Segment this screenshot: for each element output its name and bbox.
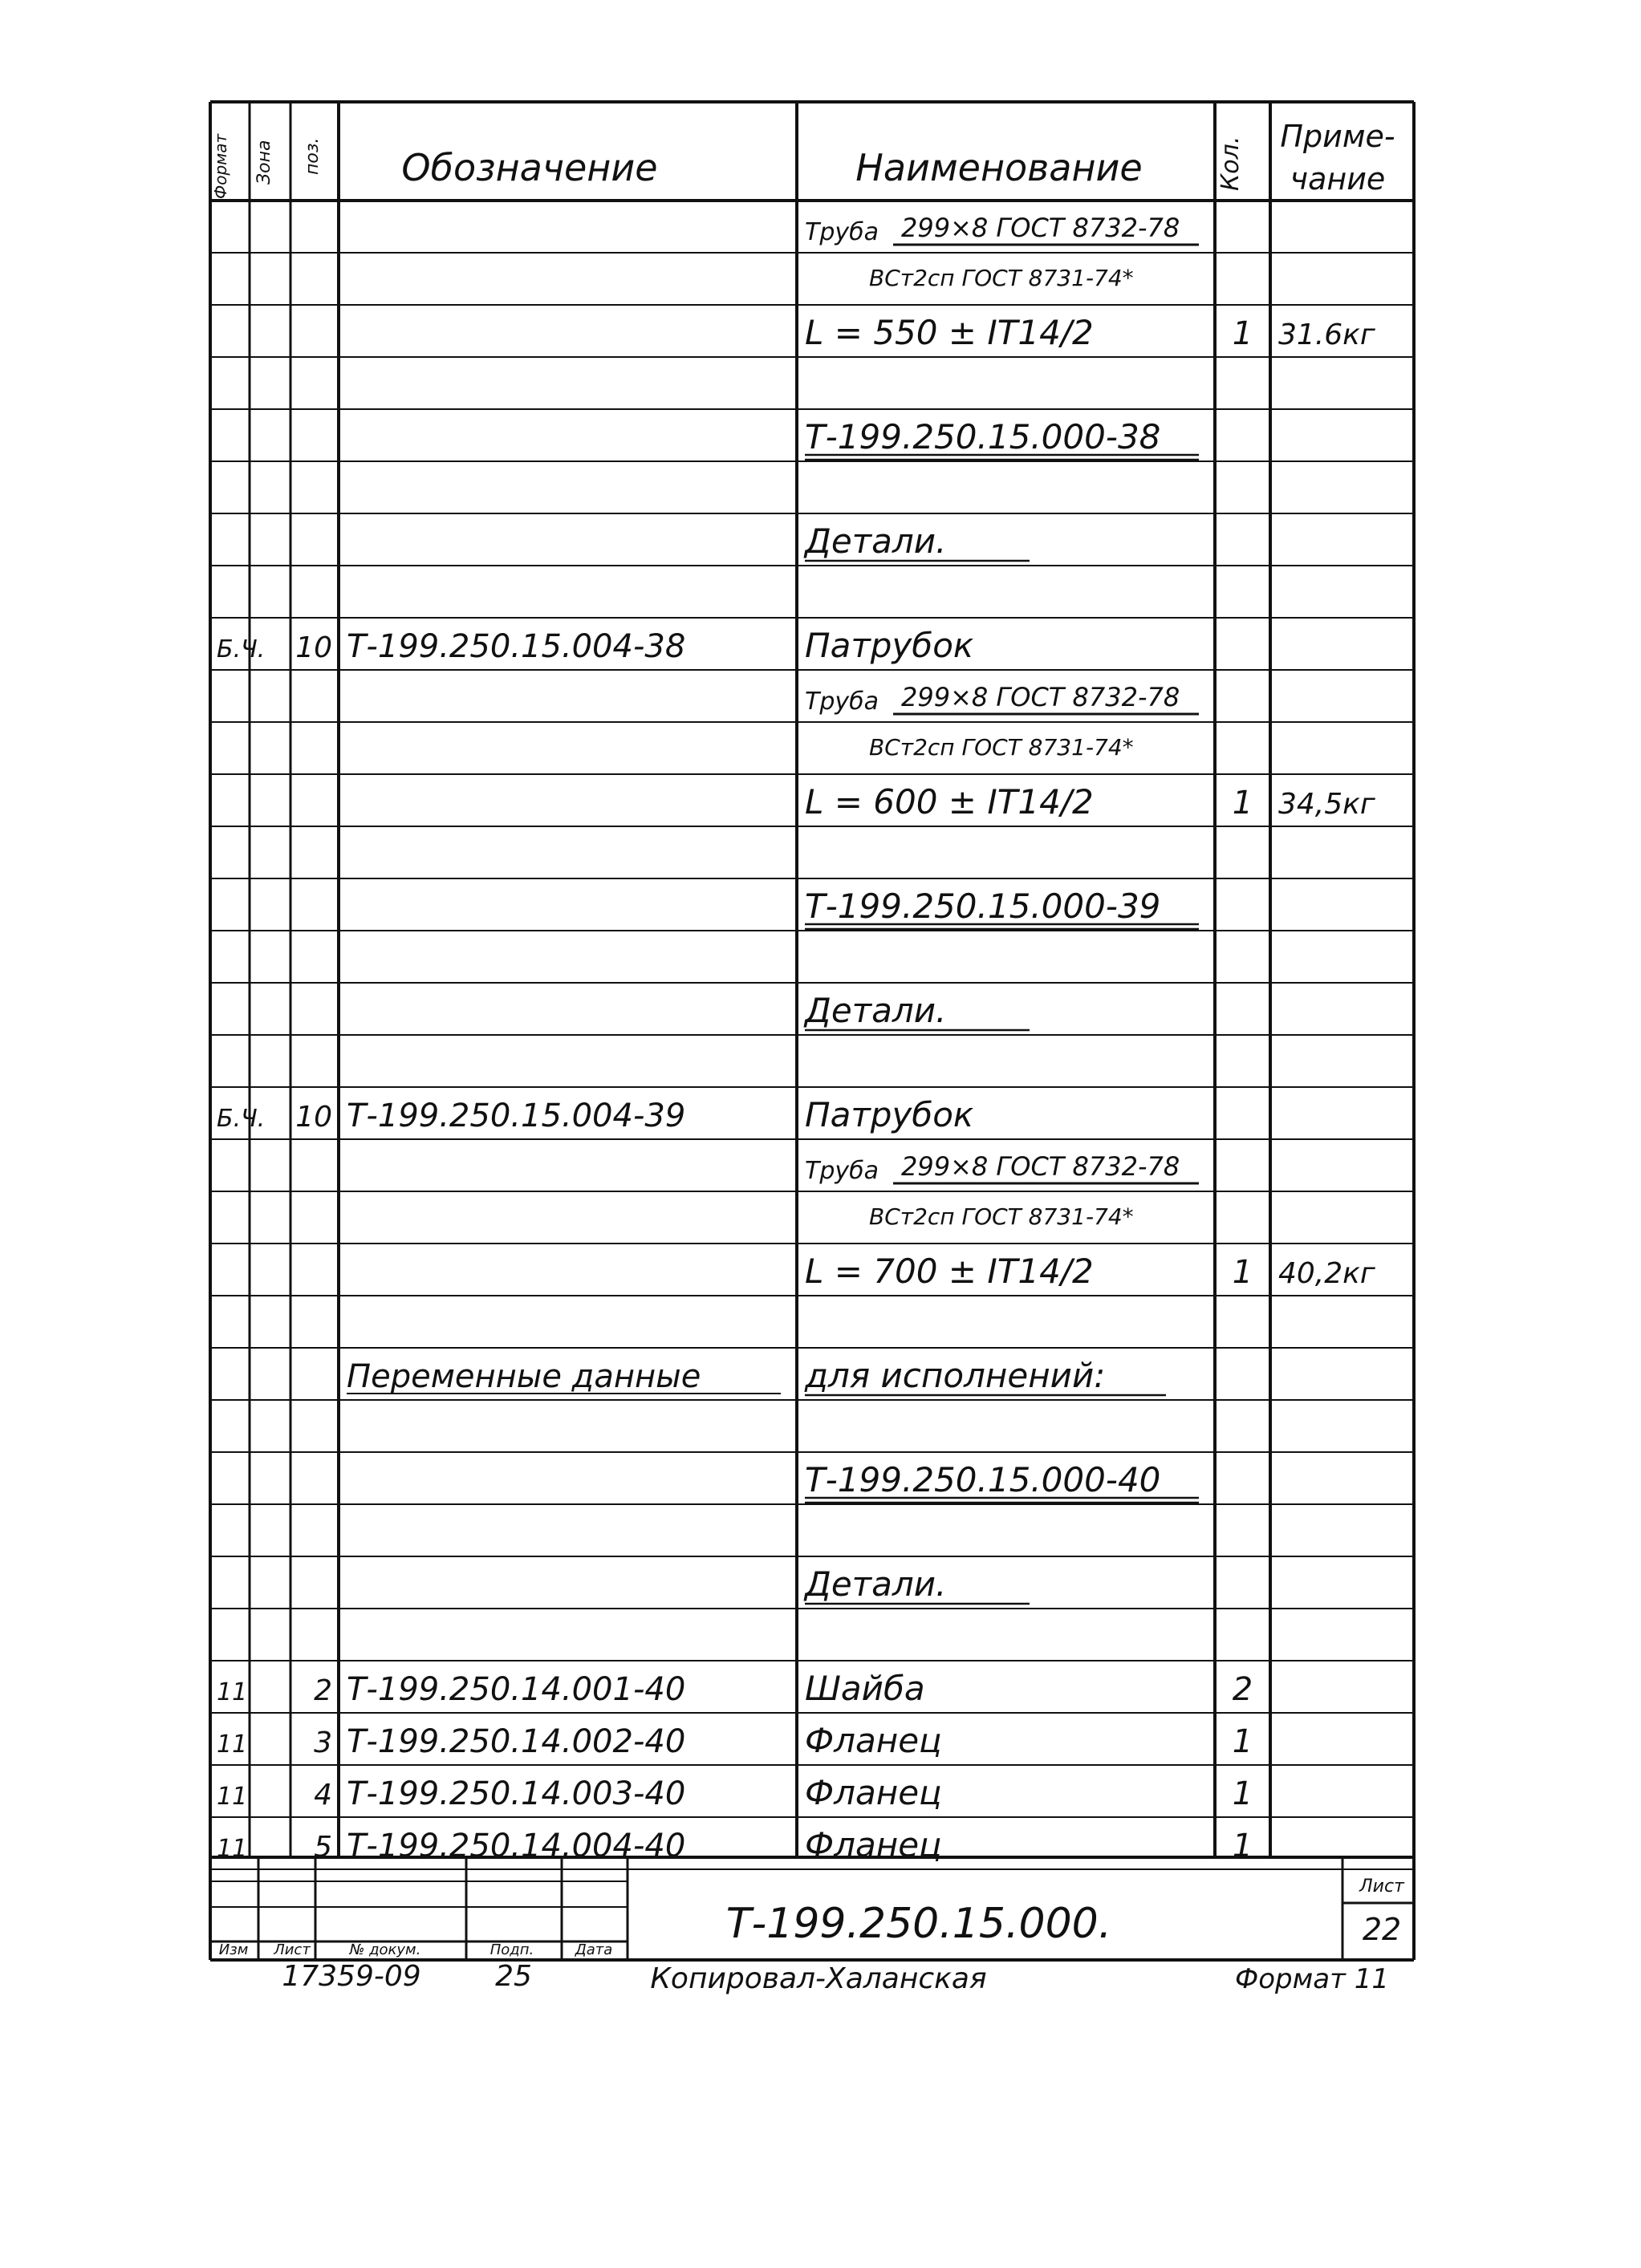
row-designation: Т-199.250.14.001-40 [347, 1671, 686, 1708]
row-name: Патрубок [805, 1095, 974, 1134]
inv-number: 17359-09 [282, 1960, 421, 1993]
header-format: Формат [211, 133, 230, 199]
row-qty: 1 [1232, 1723, 1253, 1760]
row-name: для исполнений: [805, 1356, 1106, 1395]
row-designation: Т-199.250.14.003-40 [347, 1775, 686, 1812]
row-designation: Т-199.250.14.002-40 [347, 1723, 686, 1760]
pipe-spec-top: 299×8 ГОСТ 8732-78 [901, 213, 1180, 243]
row-name: Фланец [805, 1773, 942, 1812]
row-designation: Т-199.250.15.004-38 [347, 628, 686, 665]
row-name: Т-199.250.15.000-39 [805, 887, 1161, 926]
header-designation: Обозначение [401, 146, 658, 189]
row-qty: 1 [1232, 1254, 1253, 1291]
header-note-line1: Приме- [1280, 119, 1395, 154]
pipe-spec-bottom: ВСт2сп ГОСТ 8731-74* [869, 265, 1134, 291]
row-designation: Переменные данные [347, 1358, 701, 1395]
header-zone: Зона [254, 140, 274, 185]
row-format: 11 [217, 1678, 248, 1706]
row-name: Т-199.250.15.000-40 [805, 1460, 1161, 1499]
row-designation: Т-199.250.14.004-40 [347, 1828, 686, 1864]
row-pos: 10 [295, 631, 332, 664]
pipe-spec-top: 299×8 ГОСТ 8732-78 [901, 1151, 1180, 1182]
header-note-line2: чание [1290, 161, 1386, 197]
row-qty: 1 [1232, 785, 1253, 822]
row-pos: 2 [314, 1674, 332, 1707]
sheet-number: 22 [1362, 1912, 1402, 1947]
row-note: 40,2кг [1278, 1257, 1375, 1290]
row-qty: 1 [1232, 1828, 1253, 1864]
header-pos: поз. [303, 137, 323, 175]
row-name: Детали. [805, 991, 947, 1030]
pipe-spec-bottom: ВСт2сп ГОСТ 8731-74* [869, 1203, 1134, 1230]
row-format: 11 [217, 1783, 248, 1811]
row-format: 11 [217, 1835, 248, 1863]
row-pos: 4 [314, 1779, 332, 1812]
table-header [211, 119, 1395, 199]
row-name: Патрубок [805, 626, 974, 665]
row-qty: 1 [1232, 315, 1253, 352]
row-note: 31.6кг [1278, 318, 1375, 351]
copied-by: Копировал-Халанская [650, 1962, 987, 1995]
row-qty: 1 [1232, 1775, 1253, 1812]
pipe-spec-bottom: ВСт2сп ГОСТ 8731-74* [869, 734, 1134, 761]
row-name: Труба [805, 1157, 879, 1185]
sheet-count: 25 [495, 1960, 532, 1993]
col-list: Лист [274, 1941, 311, 1958]
format-label: Формат 11 [1234, 1963, 1390, 1995]
row-name: L = 700 ± IT14/2 [805, 1252, 1094, 1291]
row-pos: 10 [295, 1101, 332, 1134]
col-doc: № докум. [349, 1941, 421, 1958]
row-format: Б.Ч. [217, 635, 266, 663]
row-format: 11 [217, 1730, 248, 1759]
pipe-spec-top: 299×8 ГОСТ 8732-78 [901, 682, 1180, 712]
col-date: Дата [575, 1941, 613, 1958]
col-izm: Изм [218, 1941, 249, 1958]
row-name: Труба [805, 688, 879, 716]
row-name: Т-199.250.15.000-38 [805, 417, 1161, 456]
row-name: L = 600 ± IT14/2 [805, 782, 1094, 822]
row-name: L = 550 ± IT14/2 [805, 313, 1094, 352]
row-name: Фланец [805, 1825, 942, 1864]
row-name: Шайба [805, 1669, 925, 1708]
title-block [219, 1876, 1405, 1958]
row-name: Труба [805, 218, 879, 246]
row-name: Детали. [805, 1564, 947, 1604]
row-name: Детали. [805, 521, 947, 561]
sheet-label: Лист [1359, 1876, 1404, 1897]
row-qty: 2 [1232, 1671, 1253, 1708]
row-pos: 3 [314, 1726, 332, 1759]
header-name: Наименование [855, 146, 1143, 189]
row-designation: Т-199.250.15.004-39 [347, 1097, 686, 1134]
row-note: 34,5кг [1278, 788, 1375, 821]
row-name: Фланец [805, 1721, 942, 1760]
doc-number: Т-199.250.15.000. [725, 1900, 1112, 1948]
row-format: Б.Ч. [217, 1105, 266, 1133]
header-qty: Кол. [1217, 136, 1245, 191]
col-sign: Подп. [489, 1941, 534, 1958]
row-pos: 5 [314, 1831, 332, 1864]
sheet-footer [282, 1960, 1389, 1995]
